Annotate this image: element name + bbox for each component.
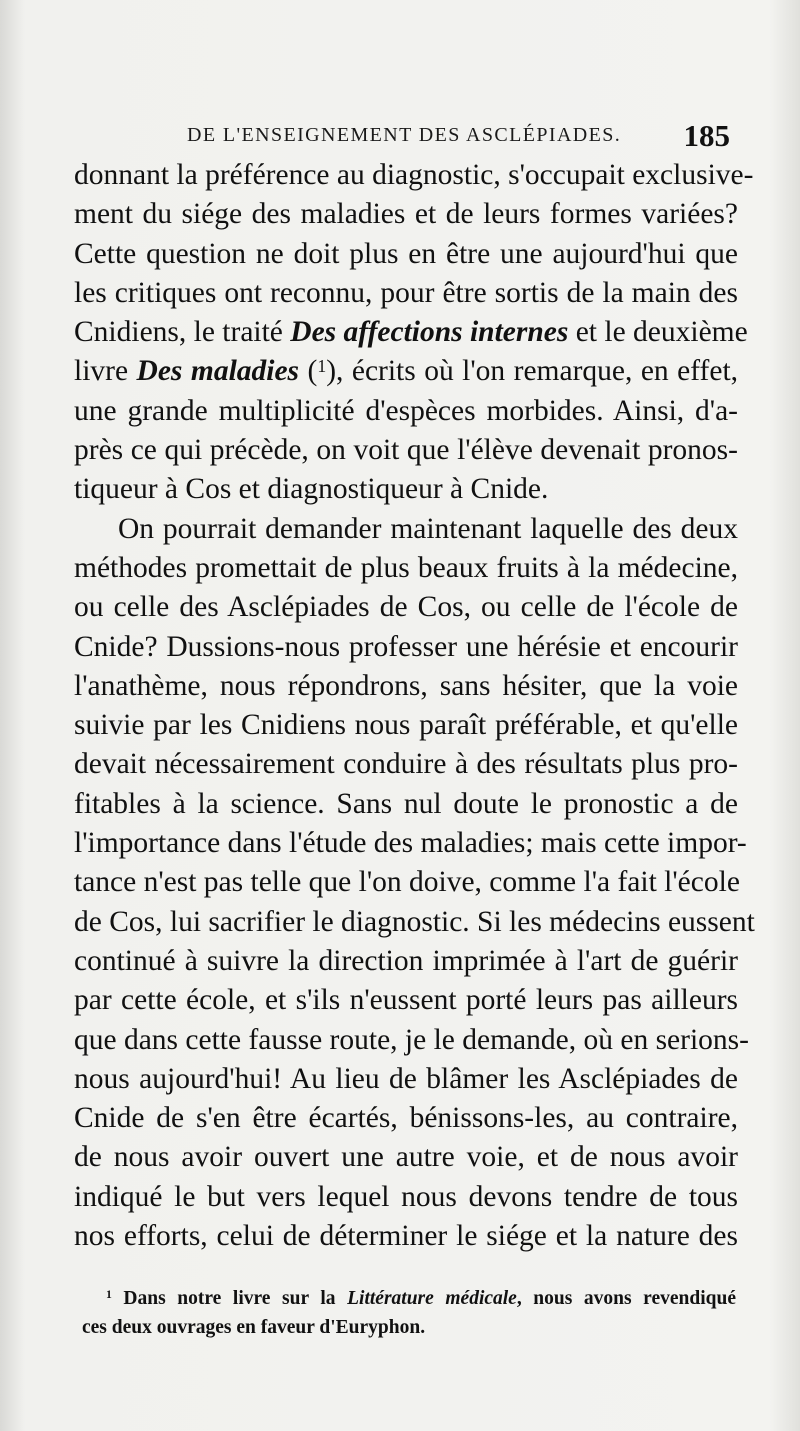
line-text: de nous avoir ouvert une autre voie, et de nous avoir xyxy=(74,1141,738,1174)
line-text: Cnide? Dussions-nous professer une hérésie et encourir xyxy=(74,630,738,663)
body-text xyxy=(74,156,755,1256)
text-line xyxy=(74,195,738,234)
text-line xyxy=(74,1178,738,1217)
line-text: une grande multiplicité d'espèces morbides. Ainsi, d'a- xyxy=(74,394,738,427)
footnote-text: ces deux ouvrages en faveur d'Euryphon. xyxy=(82,1317,426,1338)
line-text: par cette école, et s'ils n'eussent porté leurs pas ailleurs xyxy=(74,984,738,1017)
line-text: suivie par les Cnidiens nous paraît préférable, et qu'elle xyxy=(74,709,738,742)
line-text: l'importance dans l'étude des maladies; mais cette impor- xyxy=(74,827,747,860)
footnote-line xyxy=(82,1284,736,1313)
text-line xyxy=(74,588,738,627)
footnote-text: , nous avons revendiqué xyxy=(516,1288,736,1309)
footnote-marker: 1 xyxy=(106,1288,112,1301)
text-line xyxy=(74,392,738,431)
text-line xyxy=(74,824,747,863)
text-line xyxy=(74,628,738,667)
text-line xyxy=(74,1060,738,1099)
line-text: ( xyxy=(299,355,318,388)
footnote-book-title: Littérature médicale xyxy=(347,1288,517,1309)
text-line xyxy=(74,431,738,470)
text-line xyxy=(74,510,738,549)
line-text: Cnide de s'en être écartés, bénissons-les, au contraire, xyxy=(74,1102,738,1135)
line-text: près ce qui précède, on voit que l'élève devenait pronos- xyxy=(74,434,738,467)
line-text: les critiques ont reconnu, pour être sortis de la main des xyxy=(74,276,738,309)
footnote-line xyxy=(82,1313,736,1342)
line-text: que dans cette fausse route, je le demande, où en serions- xyxy=(74,1023,749,1056)
text-line xyxy=(74,352,738,391)
text-line xyxy=(74,745,738,784)
line-text: Cnidiens, le traité xyxy=(74,316,291,349)
running-title: DE L'ENSEIGNEMENT DES ASCLÉPIADES. xyxy=(187,124,622,146)
text-line xyxy=(74,549,738,588)
text-line xyxy=(74,156,754,195)
text-line xyxy=(74,1138,738,1177)
footnote xyxy=(82,1284,736,1342)
line-text: livre xyxy=(74,355,137,388)
text-line xyxy=(74,1021,749,1060)
line-text: tance n'est pas telle que l'on doive, comme l'a fait l'école xyxy=(74,866,740,899)
line-text: de Cos, lui sacrifier le diagnostic. Si les médecins eussent xyxy=(74,905,755,938)
line-text: méthodes promettait de plus beaux fruits à la médecine, xyxy=(74,551,738,584)
book-title: Des affections internes xyxy=(290,316,569,349)
line-text: donnant la préférence au diagnostic, s'occupait exclusive- xyxy=(74,159,754,191)
text-line xyxy=(74,470,738,509)
book-title: Des maladies xyxy=(136,355,300,388)
line-text: Cette question ne doit plus en être une aujourd'hui que xyxy=(74,237,738,270)
text-line xyxy=(74,313,748,352)
footnote-text: Dans notre livre sur la xyxy=(111,1288,348,1309)
text-line xyxy=(74,667,738,706)
line-text: et le deuxième xyxy=(568,316,748,349)
text-line xyxy=(74,903,755,942)
text-line xyxy=(74,274,738,313)
text-line xyxy=(74,235,738,274)
line-text: fitables à la science. Sans nul doute le pronostic a de xyxy=(74,787,738,820)
text-line xyxy=(74,942,738,981)
text-line xyxy=(74,1099,738,1138)
line-text: devait nécessairement conduire à des résultats plus pro- xyxy=(74,748,738,781)
line-text: tiqueur à Cos et diagnostiqueur à Cnide. xyxy=(74,473,549,506)
text-line xyxy=(74,981,738,1020)
text-line xyxy=(74,863,738,902)
line-text: ou celle des Asclépiades de Cos, ou celle de l'école de xyxy=(74,591,738,624)
line-text: On pourrait demander maintenant laquelle des deux xyxy=(118,512,738,545)
footnote-reference: 1 xyxy=(317,356,327,377)
page-number: 185 xyxy=(683,118,730,153)
page-header xyxy=(175,118,730,152)
line-text: nos efforts, celui de déterminer le siége et la nature des xyxy=(74,1220,738,1253)
line-text: ), écrits où l'on remarque, en effet, xyxy=(326,355,739,388)
text-line xyxy=(74,785,738,824)
text-line xyxy=(74,1217,738,1256)
line-text: nous aujourd'hui! Au lieu de blâmer les Asclépiades de xyxy=(74,1062,738,1095)
line-text: indiqué le but vers lequel nous devons tendre de tous xyxy=(74,1180,738,1213)
line-text: continué à suivre la direction imprimée à l'art de guérir xyxy=(74,944,738,977)
line-text: ment du siége des maladies et de leurs formes variées? xyxy=(74,198,738,231)
text-line xyxy=(74,706,738,745)
line-text: l'anathème, nous répondrons, sans hésiter, que la voie xyxy=(74,669,738,702)
